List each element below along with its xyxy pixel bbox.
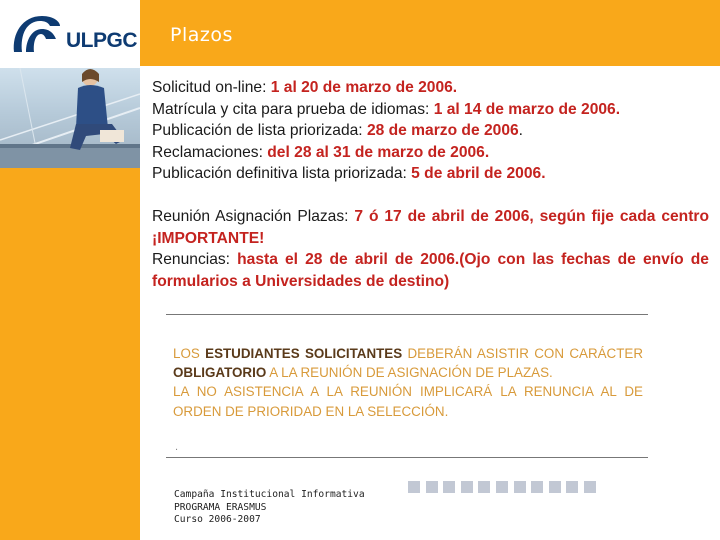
attendance-notice bbox=[173, 344, 643, 421]
decorative-square bbox=[584, 481, 596, 493]
student-photo bbox=[0, 68, 140, 168]
notice-text: DEBERÁN ASISTIR CON CARÁCTER bbox=[402, 346, 644, 361]
deadline-value: 5 de abril de 2006. bbox=[411, 165, 546, 182]
logo-text: ULPGC bbox=[66, 29, 137, 52]
deadline-value: 28 de marzo de 2006 bbox=[366, 122, 519, 139]
footer-line-program: PROGRAMA ERASMUS bbox=[174, 501, 267, 513]
notice-paragraph-1 bbox=[173, 344, 643, 382]
renuncias-label: Renuncias: bbox=[152, 251, 238, 268]
notice-emphasis: OBLIGATORIO bbox=[173, 365, 267, 381]
page-title: Plazos bbox=[170, 24, 233, 46]
meeting-block bbox=[152, 206, 709, 292]
deadline-value: 1 al 14 de marzo de 2006. bbox=[433, 100, 621, 118]
header-bar bbox=[140, 0, 720, 68]
deadline-label: Reclamaciones: bbox=[152, 143, 268, 161]
footer-line-campaign: Campaña Institucional Informativa bbox=[174, 489, 365, 500]
notice-text: LOS bbox=[173, 346, 206, 361]
student-photo-graphic bbox=[0, 68, 140, 168]
decorative-square bbox=[408, 481, 420, 493]
deadline-item bbox=[152, 99, 712, 121]
meeting-label: Reunión Asignación Plazas: bbox=[152, 208, 355, 225]
deadline-item bbox=[152, 163, 712, 185]
decorative-square bbox=[426, 481, 438, 493]
deadline-label: Solicitud on-line: bbox=[152, 79, 271, 96]
deadline-label: Publicación definitiva lista priorizada: bbox=[152, 165, 412, 182]
decorative-square bbox=[461, 481, 473, 493]
header-divider bbox=[140, 66, 720, 68]
notice-emphasis: ESTUDIANTES SOLICITANTES bbox=[205, 346, 403, 361]
ulpgc-logo-icon bbox=[10, 12, 62, 56]
notice-dot: . bbox=[175, 441, 179, 453]
renuncias-value: hasta el 28 de abril de 2006.(Ojo con las fechas de envío de formularios a Universidades de destino) bbox=[152, 251, 709, 290]
decorative-square bbox=[566, 481, 578, 493]
footer-credits bbox=[174, 489, 365, 527]
deadline-value: 1 al 20 de marzo de 2006. bbox=[270, 79, 458, 96]
decorative-square bbox=[478, 481, 490, 493]
decorative-square bbox=[531, 481, 543, 493]
deadline-tail: . bbox=[518, 122, 524, 139]
deadline-label: Publicación de lista priorizada: bbox=[152, 122, 367, 139]
decorative-square bbox=[514, 481, 526, 493]
decorative-square bbox=[443, 481, 455, 493]
decorative-square bbox=[496, 481, 508, 493]
renuncias-item bbox=[152, 249, 709, 292]
deadline-item bbox=[152, 77, 712, 99]
left-orange-bar bbox=[0, 168, 140, 540]
meeting-value: 7 ó 17 de abril de 2006, según fije cada centro ¡IMPORTANTE! bbox=[152, 208, 709, 247]
deadline-item bbox=[152, 120, 712, 142]
notice-rule-bottom bbox=[166, 457, 648, 458]
notice-paragraph-2: LA NO ASISTENCIA A LA REUNIÓN IMPLICARÁ LA RENUNCIA AL DE ORDEN DE PRIORIDAD EN LA SELECCIÓN. bbox=[173, 384, 643, 419]
deadline-value: del 28 al 31 de marzo de 2006. bbox=[267, 143, 490, 161]
logo-area bbox=[0, 0, 140, 68]
footer-line-course: Curso 2006-2007 bbox=[174, 514, 261, 526]
notice-rule-top bbox=[166, 314, 648, 315]
deadlines-list bbox=[152, 77, 712, 185]
meeting-item bbox=[152, 206, 709, 249]
deadline-label: Matrícula y cita para prueba de idiomas: bbox=[152, 100, 434, 118]
decorative-square bbox=[549, 481, 561, 493]
deadline-item bbox=[152, 142, 712, 164]
notice-text: A LA REUNIÓN DE ASIGNACIÓN DE PLAZAS. bbox=[266, 365, 553, 381]
